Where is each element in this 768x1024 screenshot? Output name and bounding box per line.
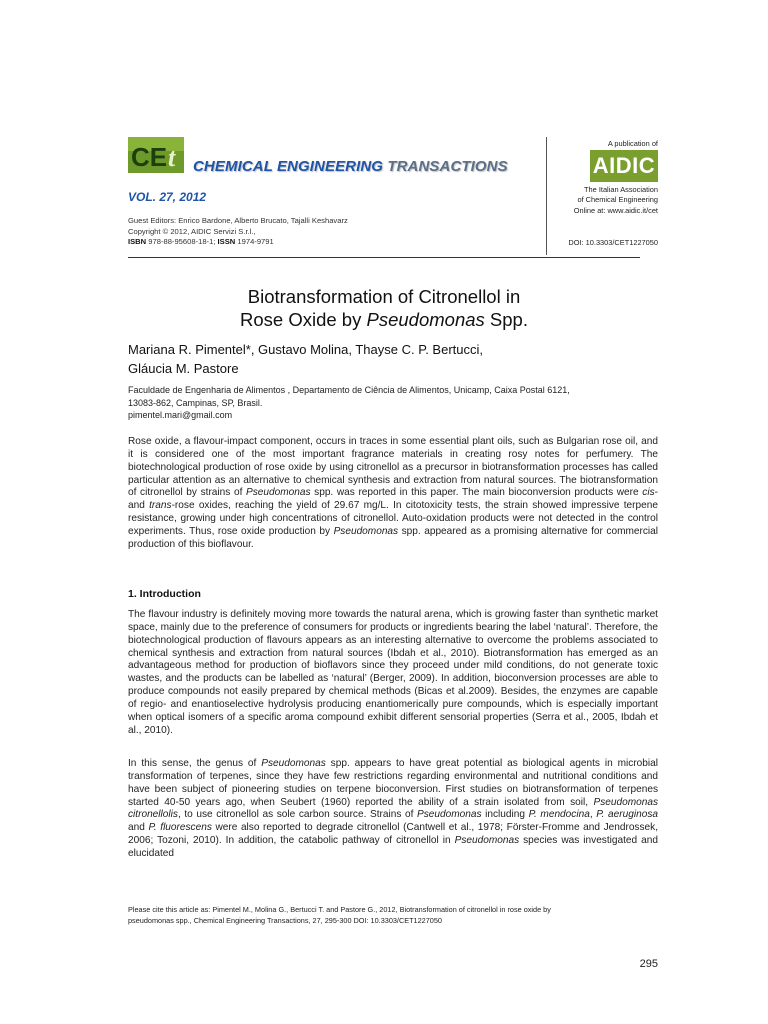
page-number: 295	[639, 958, 658, 970]
section-heading-introduction: 1. Introduction	[128, 588, 201, 600]
title-line2-genus: Pseudomonas	[366, 309, 485, 330]
intro-species: P. mendocina	[528, 809, 590, 821]
journal-title-part1: CHEMICAL ENGINEERING	[193, 158, 384, 175]
authors-line2: Gláucia M. Pastore	[128, 361, 239, 376]
publication-of: A publication of	[607, 139, 658, 148]
abstract-text: Rose oxide, a flavour-impact component, occurs in traces in some essential plant oils, such as Bulgarian rose oil, and it is considered one of the most important fragrance materials in creating rosy notes for perfumery. The biotechnological production of rose oxide by using citronellol as a precursor in biotransformation processes has called particular attention as an alternative to chemical synthesis and extraction from natural sources. The biotransformation of citronellol by strains of	[128, 436, 658, 499]
doi: DOI: 10.3303/CET1227050	[568, 238, 658, 247]
affil-line1: Faculdade de Engenharia de Alimentos , Departamento de Ciência de Alimentos, Unicamp, Caixa Postal 6121,	[128, 385, 570, 395]
isbn-label: ISBN	[128, 237, 147, 247]
aidic-logo-text: AIDIC	[592, 153, 656, 178]
issn-value: 1974-9791	[237, 237, 274, 247]
journal-title-part2: TRANSACTIONS	[387, 158, 508, 175]
intro-genus: Pseudomonas	[454, 835, 520, 847]
intro-species: P. aeruginosa	[596, 809, 658, 821]
abstract-cis: cis	[642, 487, 655, 499]
citation-note	[128, 904, 551, 926]
abstract-genus: Pseudomonas	[246, 487, 311, 499]
authors-line1: Mariana R. Pimentel*, Gustavo Molina, Thayse C. P. Bertucci,	[128, 342, 484, 357]
title-line1: Biotransformation of Citronellol in	[247, 286, 521, 307]
intro-genus: Pseudomonas	[261, 758, 326, 769]
header-divider-vertical	[546, 137, 547, 255]
intro-text: species was investigated and elucidated	[128, 835, 658, 859]
journal-title	[193, 158, 508, 175]
title-line2	[128, 308, 640, 331]
assoc-line1: The Italian Association	[584, 185, 658, 194]
intro-text: In this sense, the genus of	[128, 758, 262, 769]
intro-paragraph-2	[128, 758, 658, 861]
abstract-text: spp. appeared as a promising alternative for commercial production of this bioflavour.	[128, 525, 659, 550]
author-email: pimentel.mari@gmail.com	[128, 410, 233, 420]
intro-genus: Pseudomonas	[417, 809, 482, 821]
guest-editors: Guest Editors: Enrico Bardone, Alberto Brucato, Tajalli Keshavarz	[128, 216, 348, 225]
association-info	[548, 185, 658, 216]
article-title	[128, 285, 640, 331]
intro-species: Pseudomonas citronellolis	[128, 796, 658, 821]
title-line2-pre: Rose Oxide by	[240, 309, 367, 330]
volume: VOL. 27, 2012	[128, 190, 207, 204]
header-divider-horizontal	[128, 257, 640, 258]
copyright: Copyright © 2012, AIDIC Servizi S.r.l.,	[128, 226, 256, 236]
abstract	[128, 436, 658, 552]
intro-text: spp. appears to have great potential as biological agents in microbial transformation of terpenes, since they have few restrictions regarding environmental and nutritional conditions and have been subject of pioneering studies on terpene bioconversion. First studies on biotransformation of terpenes started 40-50 years ago, when Seubert (1960) reported the ability of a strain isolated from soil,	[128, 758, 658, 808]
cet-logo	[128, 137, 184, 173]
intro-text: ,	[589, 809, 597, 821]
intro-text: including	[481, 809, 529, 821]
intro-species: P. fluorescens	[148, 822, 212, 834]
abstract-genus: Pseudomonas	[333, 525, 399, 537]
assoc-line2: of Chemical Engineering	[577, 195, 658, 205]
abstract-text: spp. was reported in this paper. The main bioconversion products were	[310, 487, 643, 499]
isbn-issn	[128, 237, 348, 248]
svg-text:CE: CE	[131, 142, 168, 172]
intro-text: and	[128, 822, 149, 834]
abstract-trans: trans	[149, 500, 172, 512]
isbn-value: 978-88-95608-18-1;	[148, 237, 216, 247]
publication-meta	[128, 216, 348, 248]
citation-line1: Please cite this article as: Pimentel M., Molina G., Bertucci T. and Pastore G., 2012, Biotransformation of citronellol in rose oxide by	[128, 905, 551, 914]
title-line2-post: Spp.	[484, 309, 528, 330]
intro-text: were also reported to degrade citronellol (Cantwell et al., 1978; Förster-Fromme and Jendrossek, 2006; Tozoni, 2010). In addition, the catabolic pathway of citronellol in	[128, 822, 658, 847]
affil-line2: 13083-862, Campinas, SP, Brasil.	[128, 397, 263, 408]
authors	[128, 340, 483, 378]
abstract-text: - and	[128, 487, 658, 512]
aidic-logo	[590, 150, 658, 182]
assoc-line3: Online at: www.aidic.it/cet	[573, 205, 658, 215]
affiliation	[128, 384, 570, 422]
intro-text: , to use citronellol as sole carbon source. Strains of	[177, 809, 418, 821]
citation-line2: pseudomonas spp., Chemical Engineering Transactions, 27, 295-300 DOI: 10.3303/CET1227050	[128, 916, 442, 925]
svg-text:t: t	[168, 143, 176, 172]
issn-label: ISSN	[217, 237, 236, 247]
intro-paragraph-1: The flavour industry is definitely moving more towards the natural arena, which is growing faster than synthetic market space, mainly due to the preference of consumers for products or ingredients bearing the label ‘natural’. Therefore, the biotechnological production of flavours appears as an interesting alternative to overcome the problems associated to chemical synthesis and extraction from natural sources (Ibdah et al., 2010). Biotransformation has emerged as an advantageous method for production of bioflavors since they proceed under mild conditions, do not generate toxic wastes, and the products can be labelled as ‘natural’ (Berger, 2009). In addition, bioconversion processes are able to produce compounds not easily prepared by chemical methods (Bicas et al.2009). Besides, the enzymes are capable of regio- and enantioselective hydrolysis producing enantiomerically pure compounds, which is especially important when optical isomers of a specific aroma compound exhibit different sensorial properties (Serra et al., 2005, Ibdah et al., 2010).	[128, 609, 658, 736]
abstract-text: -rose oxides, reaching the yield of 29.67 mg/L. In citotoxicity tests, the strain showed impressive terpene resistance, growing under high concentrations of citronellol. Auto-oxidation products were not detected in the control experiments. Thus, rose oxide production by	[128, 500, 658, 537]
